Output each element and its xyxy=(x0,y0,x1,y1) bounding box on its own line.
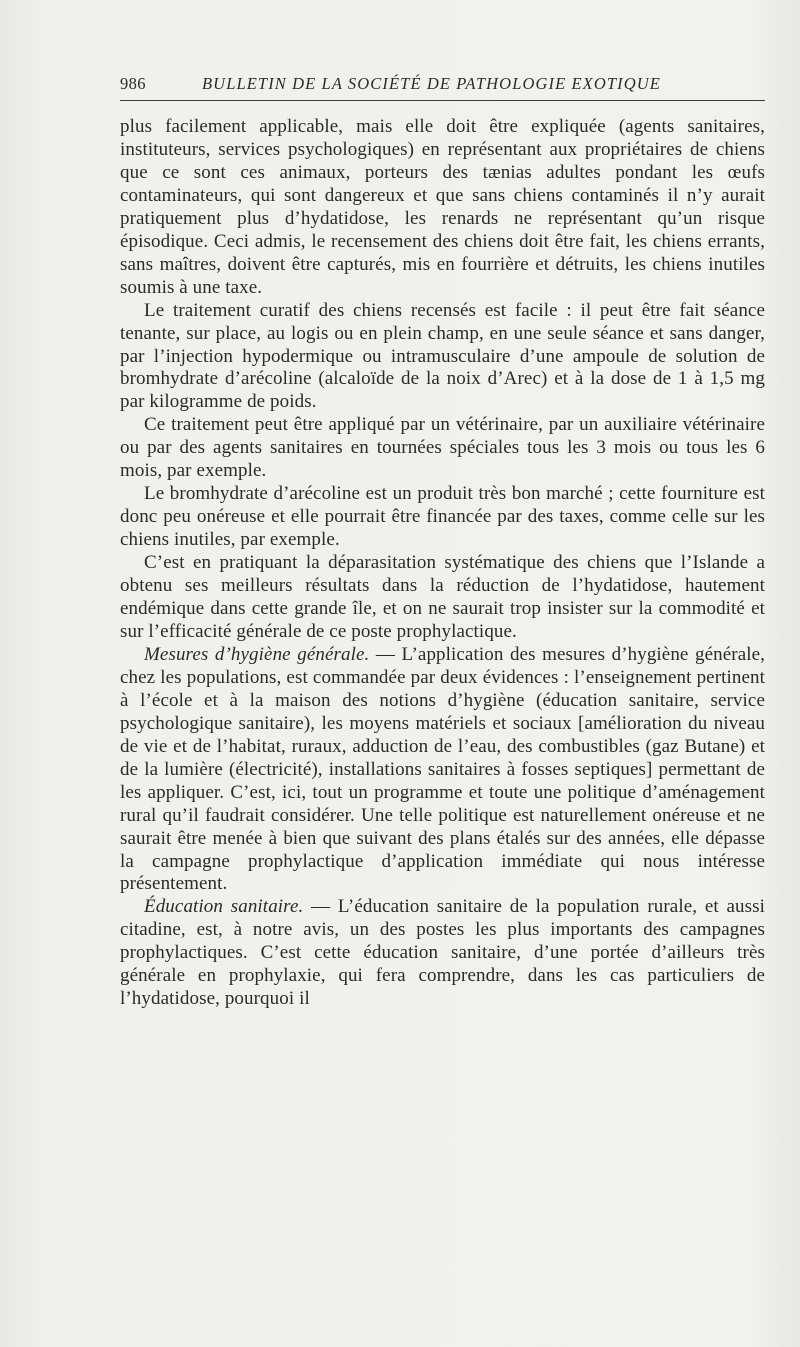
section-heading-health-education: Éducation sanitaire. xyxy=(144,896,304,918)
paragraph-text: — L’éducation sanitaire de la population rurale, et aussi citadine, est, à notre avis, un des postes les plus importants des campagnes prophylactiques. C’est cette éducation sanitaire, d’une portée d’ailleurs très générale en prophylaxie, qui fera comprendre, dans les cas particuliers de l’hydatidose, pourquoi il xyxy=(120,896,765,1010)
paragraph-dog-owners xyxy=(120,116,765,300)
paragraph-health-education xyxy=(120,896,765,1011)
paragraph-iceland xyxy=(120,552,765,644)
paragraph-text: plus facilement applicable, mais elle doit être expliquée (agents sanitaires, instituteurs, services psychologiques) en représentant aux propriétaires de chiens que ce sont ces animaux, porteurs des tænias adultes pondant les œufs contaminateurs, qui sont dangereux et que sans chiens contaminés il n’y aurait pratiquement plus d’hydatidose, les renards ne représentant qu’un risque épisodique. Ceci admis, le recensement des chiens doit être fait, les chiens errants, sans maîtres, doivent être capturés, mis en fourrière et détruits, les chiens inutiles soumis à une taxe. xyxy=(120,116,765,298)
journal-title: BULLETIN DE LA SOCIÉTÉ DE PATHOLOGIE EXOTIQUE xyxy=(202,74,661,93)
paragraph-treatment-application xyxy=(120,414,765,483)
paragraph-text: C’est en pratiquant la déparasitation systématique des chiens que l’Islande a obtenu ses meilleurs résultats dans la réduction de l’hydatidose, hautement endémique dans cette grande île, et on ne saurait trop insister sur la commodité et sur l’efficacité générale de ce poste prophylactique. xyxy=(120,552,765,642)
section-heading-general-hygiene: Mesures d’hygiène générale. xyxy=(144,643,370,665)
paragraph-text: Le bromhydrate d’arécoline est un produit très bon marché ; cette fourniture est donc peu onéreuse et elle pourrait être financée par des taxes, comme celle sur les chiens inutiles, par exemple. xyxy=(120,483,765,551)
paragraph-arecoline-cost xyxy=(120,483,765,552)
paragraph-text: — L’application des mesures d’hygiène générale, chez les populations, est commandée par deux évidences : l’enseignement pertinent à l’école et à la maison des notions d’hygiène (éducation sanitaire, service psychologique sanitaire), les moyens matériels et sociaux [amélioration du niveau de vie et de l’habitat, ruraux, adduction de l’eau, des combustibles (gaz Butane) et de la lumière (électricité), installations sanitaires à fosses septiques] permettant de les appliquer. C’est, ici, tout un programme et toute une politique d’aménagement rural qu’il faudrait considérer. Une telle politique est naturellement onéreuse et ne saurait être menée à bien que suivant des plans étalés sur des années, elle dépasse la campagne prophylactique d’application immédiate qui nous intéresse présentement. xyxy=(120,643,765,895)
page-number: 986 xyxy=(120,74,146,93)
paragraph-general-hygiene xyxy=(120,644,765,896)
running-head xyxy=(120,70,765,101)
paragraph-curative-treatment xyxy=(120,300,765,415)
body-text xyxy=(120,116,765,1011)
paragraph-text: Ce traitement peut être appliqué par un vétérinaire, par un auxiliaire vétérinaire ou par des agents sanitaires en tournées spéciales tous les 3 mois ou tous les 6 mois, par exemple. xyxy=(120,414,765,482)
paragraph-text: Le traitement curatif des chiens recensés est facile : il peut être fait séance tenante, sur place, au logis ou en plein champ, en une seule séance et sans danger, par l’injection hypodermique ou intramusculaire d’une ampoule de solution de bromhydrate d’arécoline (alcaloïde de la noix d’Arec) et à la dose de 1 à 1,5 mg par kilogramme de poids. xyxy=(120,299,765,413)
